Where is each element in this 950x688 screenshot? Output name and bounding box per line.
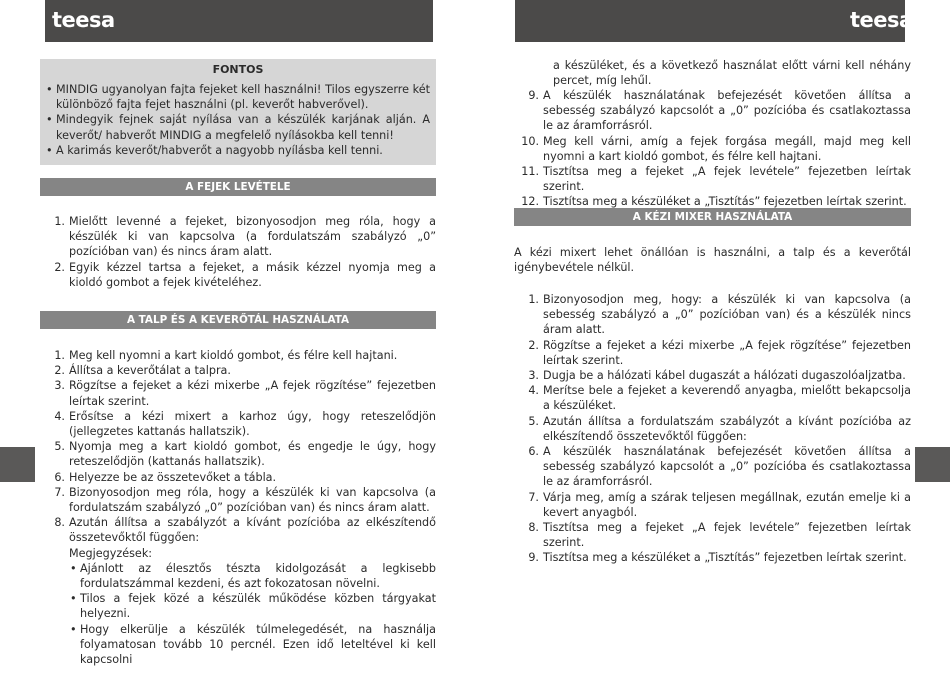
step-text: Rögzítse a fejeket a kézi mixerbe „A fejek rögzítése” fejezetben leírtak szerint. [543,338,911,367]
list-item: • Ajánlott az élesztős tészta kidolgozását a legkisebb fordulatszámmal kezdeni, és azt fokozatosan növelni. [69,561,436,591]
step-number: 1. [54,215,65,228]
list-item [40,470,436,485]
list-item [514,490,911,520]
step-text: Erősítse a kézi mixert a karhoz úgy, hogy reteszelődjön (jellegzetes kattanás hallatszik). [69,409,436,439]
step-number: 12. [521,195,539,209]
step-text: Tisztítsa meg a fejeket „A fejek levétele” fejezetben leírtak szerint. [543,165,911,194]
step-text: Egyik kézzel tartsa a fejeket, a másik kézzel nyomja meg a kioldó gombot a fejek kivételéhez. [69,260,436,289]
list-item: • Hogy elkerülje a készülék túlmelegedését, na használja folyamatosan tovább 10 percnél. Ezen idő leteltével ki kell kapcsolni [69,622,436,668]
continuation-text: a készüléket, és a következő használat előtt várni kell néhány percet, míg lehűl. [553,59,911,88]
list-item [40,439,436,469]
steps-list [514,292,911,566]
important-list [46,82,430,158]
step-text: Azután állítsa a szabályzót a kívánt pozícióba az elkészítendő összetevőktől függően: [69,516,436,545]
steps-list [40,348,436,667]
list-item [40,485,436,515]
step-number: 2. [54,260,65,274]
step-number: 10. [521,134,539,148]
list-item [514,383,911,413]
step-text: Nyomja meg a kart kioldó gombot, és engedje le úgy, hogy reteszelődjön (kattanás hallatszik). [69,440,436,469]
list-item [40,260,436,290]
side-tab-left [0,447,35,482]
list-item: • Mindegyik fejnek saját nyílása van a készülék karjának alján. A keverőt/ habverőt MINDIG a megfelelő nyílásokba kell tenni! [46,112,430,142]
list-item [40,348,436,363]
list-item [514,338,911,368]
step-text: Azután állítsa a fordulatszám szabályzót a kívánt pozícióba az elkészítendő összetevőktől függően: [543,414,911,443]
step-text: Állítsa a keverőtálat a talpra. [69,364,231,378]
step-text: Mielőtt levenné a fejeket, bizonyosodjon meg róla, hogy a készülék ki van kapcsolva (a fordulatszám szabályzó „0” pozícióban van) és nincs áram alatt. [69,215,436,259]
steps-list [40,214,436,290]
notes-list [69,561,436,667]
list-item [514,520,911,550]
list-item [40,363,436,378]
list-item [514,550,911,565]
list-item [514,164,911,194]
section-title: A KÉZI MIXER HASZNÁLATA [514,208,911,226]
list-item [514,134,911,164]
step-text: Helyezze be az összetevőket a tábla. [69,470,277,484]
step-number: 3. [54,379,65,393]
list-item [514,368,911,383]
step-number: 8. [54,516,65,530]
list-item [514,444,911,490]
step-text: A készülék használatának befejezését követően állítsa a sebesség szabályzó kapcsolót a „0” pozícióba és csatlakoztassa le az áramforrásról. [543,445,911,489]
step-text: Bizonyosodjon meg, hogy: a készülék ki van kapcsolva (a sebesség szabályzó a „0” pozícióban van) és a készülék nincs áram alatt. [543,293,911,337]
list-item [40,409,436,439]
step-number: 1. [54,349,65,362]
step-number: 4. [54,409,65,423]
list-item [514,292,911,338]
step-text: Merítse bele a fejeket a keverendő anyagba, mielőtt bekapcsolja a készüléket. [543,384,911,413]
section-title: A FEJEK LEVÉTELE [40,178,436,196]
step-text: Bizonyosodjon meg róla, hogy a készülék ki van kapcsolva (a fordulatszám szabályzó „0” pozícióban van) és nincs áram alatt. [69,485,436,515]
section-title: A TALP ÉS A KEVERŐTÁL HASZNÁLATA [40,311,436,329]
list-item: • MINDIG ugyanolyan fajta fejeket kell használni! Tilos egyszerre két különböző fajta fejet használni (pl. keverőt habverővel). [46,82,430,112]
step-text: Tisztítsa meg a készüléket a „Tisztítás” fejezetben leírtak szerint. [543,195,907,209]
step-number: 9. [528,551,539,565]
step-number: 1. [528,293,539,306]
step-number: 7. [528,490,539,504]
step-number: 5. [528,414,539,428]
step-number: 6. [54,470,65,484]
step-number: 3. [528,369,539,383]
step-number: 8. [528,521,539,535]
step-text: Dugja be a hálózati kábel dugaszát a hálózati dugaszolóaljzatba. [543,369,906,383]
step-number: 7. [54,485,65,499]
list-item: • Tilos a fejek közé a készülék működése közben tárgyakat helyezni. [69,591,436,621]
step-number: 11. [521,165,539,179]
list-item [40,378,436,408]
important-box [40,59,436,165]
steps-list [514,88,911,210]
step-text: Meg kell nyomni a kart kioldó gombot, és félre kell hajtani. [69,349,398,362]
logo-left: teesa [52,8,115,32]
step-text: Tisztítsa meg a készüléket a „Tisztítás” fejezetben leírtak szerint. [543,551,907,565]
header-bar-right [515,0,905,42]
step-text: Meg kell várni, amíg a fejek forgása megáll, majd meg kell nyomni a kart kioldó gombot, és félre kell hajtani. [543,134,911,163]
side-tab-right [915,447,950,482]
header-divider [43,0,45,42]
important-title: FONTOS [212,63,264,76]
step-number: 2. [54,364,65,378]
step-number: 2. [528,338,539,352]
notes-label: Megjegyzések: [69,546,153,560]
step-number: 6. [528,445,539,459]
list-item [514,414,911,444]
logo-right: teesa [850,8,913,32]
list-item [40,214,436,260]
list-item: • A karimás keverőt/habverőt a nagyobb nyílásba kell tenni. [46,143,430,158]
step-number: 5. [54,440,65,454]
step-text: A készülék használatának befejezését követően állítsa a sebesség szabályzó kapcsolót a „0” pozícióba és csatlakoztassa le az áramforrásról. [543,89,911,133]
step-text: Rögzítse a fejeket a kézi mixerbe „A fejek rögzítése” fejezetben leírtak szerint. [69,379,436,408]
list-item [40,515,436,667]
intro-text: A kézi mixert lehet önállóan is használni, a talp és a keverőtál igénybevétele nélkül. [514,246,911,275]
step-number: 4. [528,384,539,398]
step-number: 9. [528,89,539,102]
step-text: Tisztítsa meg a fejeket „A fejek levétele” fejezetben leírtak szerint. [543,521,911,550]
list-item [514,88,911,134]
step-text: Várja meg, amíg a szárak teljesen megállnak, ezután emelje ki a kevert anyagból. [543,490,911,519]
